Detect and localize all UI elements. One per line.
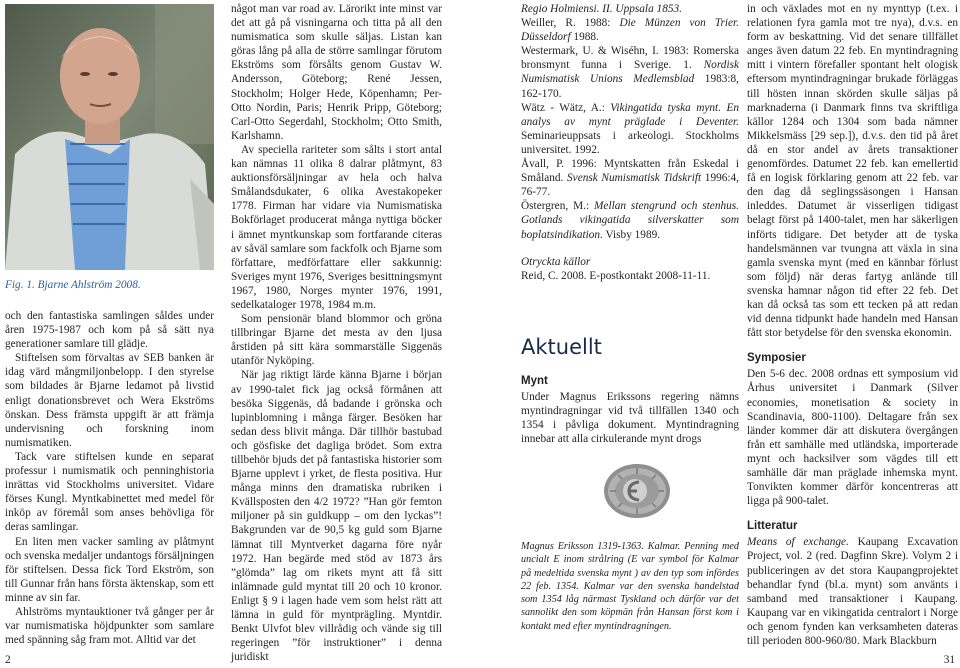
paragraph: in och växlades mot en ny mynttyp (t.ex. i relationen fyra gamla mot tre nya), d.v.s. en form av beskattning. Vid det senare tillfället anges även datum 22 feb. En myntindragning mitt i vintern förefaller spontant helt ologisk eftersom myntindragningar brukade förläggas till hösten innan skörden skulle säljas på marknaderna (i Danmark finns tva skriftliga källor 1284 och 1304 som bada nämner Mikkelsmäss [29 sep.]), d.v.s. den tid på året då en stor andel av årets transaktioner genomfördes. Datumet 22 feb. kan emellertid få en logisk förklaring genom att 22 feb. var den dag då seglingssäsongen i Hansan inleddes. Datumet är visserligen tidigast belagt först på 1400-talet, men har säkerligen införts tidigare. Det betyder att de tyska handelsmännen var tvungna att växla in sina gamla svenska mynt (med en kännbar förlust som följd) när deras fartyg anlände till svenska hamnar någon tid efter 22 feb. Det kan då också tas som ett tecken på att redan vid denna tidpunkt hade handeln med Hansan fått stor betydelse för den svenska ekonomin. [747,3,958,340]
left-col-1 [5,309,214,647]
reference-item: Regio Holmiensi. II. Uppsala 1853. [521,3,682,15]
reference-item: Westermark, U. & Wiséhn, I. 1983: Romerska bronsmynt funna i Sverige. 1. Nordisk Numismatisk Unions Medlemsblad 1983:8, 162-170. [521,45,739,100]
mynt-heading: Mynt [521,375,548,387]
litteratur-heading: Litteratur [747,520,798,533]
portrait-photo [5,4,214,270]
right-col-2 [747,2,958,648]
reference-item: Weiller, R. 1988: Die Münzen von Trier. Düsseldorf 1988. [521,17,739,44]
page-number-left: 2 [5,654,11,666]
reference-item: Östergren, M.: Mellan stengrund och stenhus. Gotlands vikingatida silverskatter som boplatsindikation. Visby 1989. [521,200,739,241]
reference-item: Åvall, P. 1996: Myntskatten från Eskedal i Småland. Svensk Numismatisk Tidskrift 1996:4, 76-77. [521,158,740,199]
symposier-heading: Symposier [747,352,806,365]
left-col-2 [231,2,442,664]
paragraph: Tack vare stiftelsen kunde en separat professur i numismatik och penninghistoria inrättas vid Stockholms universitet. Vidare förses Kungl. Myntkabinettet med medel för inköp av föremål som anses behövliga för deras samlingar. [5,450,214,534]
coin-caption: Magnus Eriksson 1319-1363. Kalmar. Penning med uncialt E inom strålring (E var symbol för Kalmar på medeltida svenska mynt ) av den typ som infördes 22 feb. 1354. Kalmar var den svenska handelstad som 1354 låg närmast Tyskland och därför var det sannolikt den som köpmän från Hansan först kom i kontakt med efter myntindragningen. [521,541,739,632]
paragraph: När jag riktigt lärde känna Bjarne i början av 1990-talet fick jag också förmånen att besöka Siggenäs, då badande i grönska och lupinblomning i många färger. Besöken har sedan dess blivit många. Där tillhör bastubad och gösfiske det dagliga brödet. Som extra tillbehör bjuds det på fantastiska historier som Bjarne upplevt i yrket, de flesta positiva. Hur många minns den dramatiska rubriken i Kvällsposten den 4/2 1972? ”Han gör femton miljoner på sin guldkupp – om den lyckas”! Bakgrunden var de 90,5 kg guld som Bjarne lämnat till Myntverket dagarna före nyår 1972. Han begärde med stöd av 1873 års ”glömda” lag om rikets mynt att få sitt inlämnade guld myntat till 20 och 10 kronor. Enligt § 9 i lagen hade vem som helst rätt att lämna in guld för myntprägling. Myntdir. Benkt Ulvfot blev villrådig och vände sig till regeringen ”för instruktioner” i denna juridiskt [231,369,442,664]
mynt-section [521,374,739,446]
paragraph: Som pensionär bland blommor och gröna tillbringar Bjarne det mesta av den ljusa årstiden på sitt kära sommarställe Siggenäs utanför Nyköping. [231,313,442,368]
references-list [521,2,739,283]
photo-caption: Fig. 1. Bjarne Ahlström 2008. [5,279,141,291]
paragraph: Under Magnus Erikssons regering nämns myntindragningar vid två tillfällen 1340 och 1354 i påvliga dokument. Myntindragning innebar att alla cirkulerande mynt drogs [521,391,739,446]
paragraph: och den fantastiska samlingen såldes under åren 1975-1987 och kom på så sätt nya generationer samlare till glädje. [5,310,214,351]
paragraph: Av speciella rariteter som sålts i stort antal kan nämnas 11 olika 8 dalrar plåtmynt, 83 auktionsförsäljningar av hela och halva Smålandsdukater, 6 olika Avestakopeker 1778. Firman har vidare via Numismatiska Bokförlaget producerat många nyttiga böcker i ämnet myntkunskap som fortfarande citeras av såväl samlare som fackfolk och Bjarne som författare, medförfattare eller sakkunnig: Sveriges mynt 1976, Sveriges besittningsmynt 1967, 1980, Norges mynter 1976, 1991, sedelkataloger 1978, 1984 m.m. [231,143,442,311]
paragraph: En liten men vacker samling av plåtmynt och svenska medaljer undantogs försäljningen för stiftelsen. Dessa fick Tord Ekström, son till Gunnar från hans första äktenskap, som ett minne av sin far. [5,535,214,604]
paragraph: Stiftelsen som förvaltas av SEB banken är idag värd mångmiljonbelopp. I den styrelse som bildades är Bjarne ledamot på livstid enligt donationsbrevet och Wera Ekströms önskan. Dess främsta uppgift är att främja undervisning och forskning inom numismatiken. [5,352,214,449]
paragraph: Den 5-6 dec. 2008 ordnas ett symposium vid Århus universitet i Danmark (Silver economies, monetisation & society in Scandinavia, 800-1100). Deltagare från sex länder kommer där att diskutera övergången från ett samhälle med utländska, importerade mynt och hacksilver som vägdes till ett samhälle där man präglade inhemska mynt. Tonvikten kommer därför koncentreras att ligga på 900-talet. [747,368,958,508]
unprinted-sources-label: Otryckta källor [521,255,591,268]
section-heading-aktuellt: Aktuellt [521,335,602,359]
paragraph: Ahlströms myntauktioner två gånger per år var numismatiska höjdpunkter som samlare med spänning såg fram mot. Alltid var det [5,605,214,647]
reference-item: Reid, C. 2008. E-postkontakt 2008-11-11. [521,269,711,282]
paragraph: Means of exchange. Kaupang Excavation Project, vol. 2 (red. Dagfinn Skre). Volym 2 i publiceringen av det stora Kaupangprojektet behandlar fynd (bl.a. mynt) som använts i samband med transaktioner i Kaupang. Kaupang var en vikingatida centralort i Norge och genom fynden kan verksamheten dateras till perioden 800-960/80. Mark Blackburn [747,536,958,648]
coin-image [601,461,673,521]
page-number-right: 31 [943,654,955,666]
reference-item: Wätz - Wätz, A.: Vikingatida tyska mynt. En analys av mynt präglade i Deventer. Seminarieuppsats i arkeologi. Stockholms universitet. 1992. [521,101,739,156]
paragraph: något man var road av. Lärorikt inte minst var det att gå på visningarna och titta på all den numismatica som skulle säljas. Listan kan göras lång på alla de större samlingar förutom Ekströms som försålts genom Gustav W. Andersson, Göteborg; René Jessen, Stockholm; Holger Hede, Köpenhamn; Per-Otto Nordin, Paris; Henrik Pripp, Göteborg; Carl-Otto Segerdahl, Stockholm; Otto Smith, Karlshamn. [231,3,442,142]
